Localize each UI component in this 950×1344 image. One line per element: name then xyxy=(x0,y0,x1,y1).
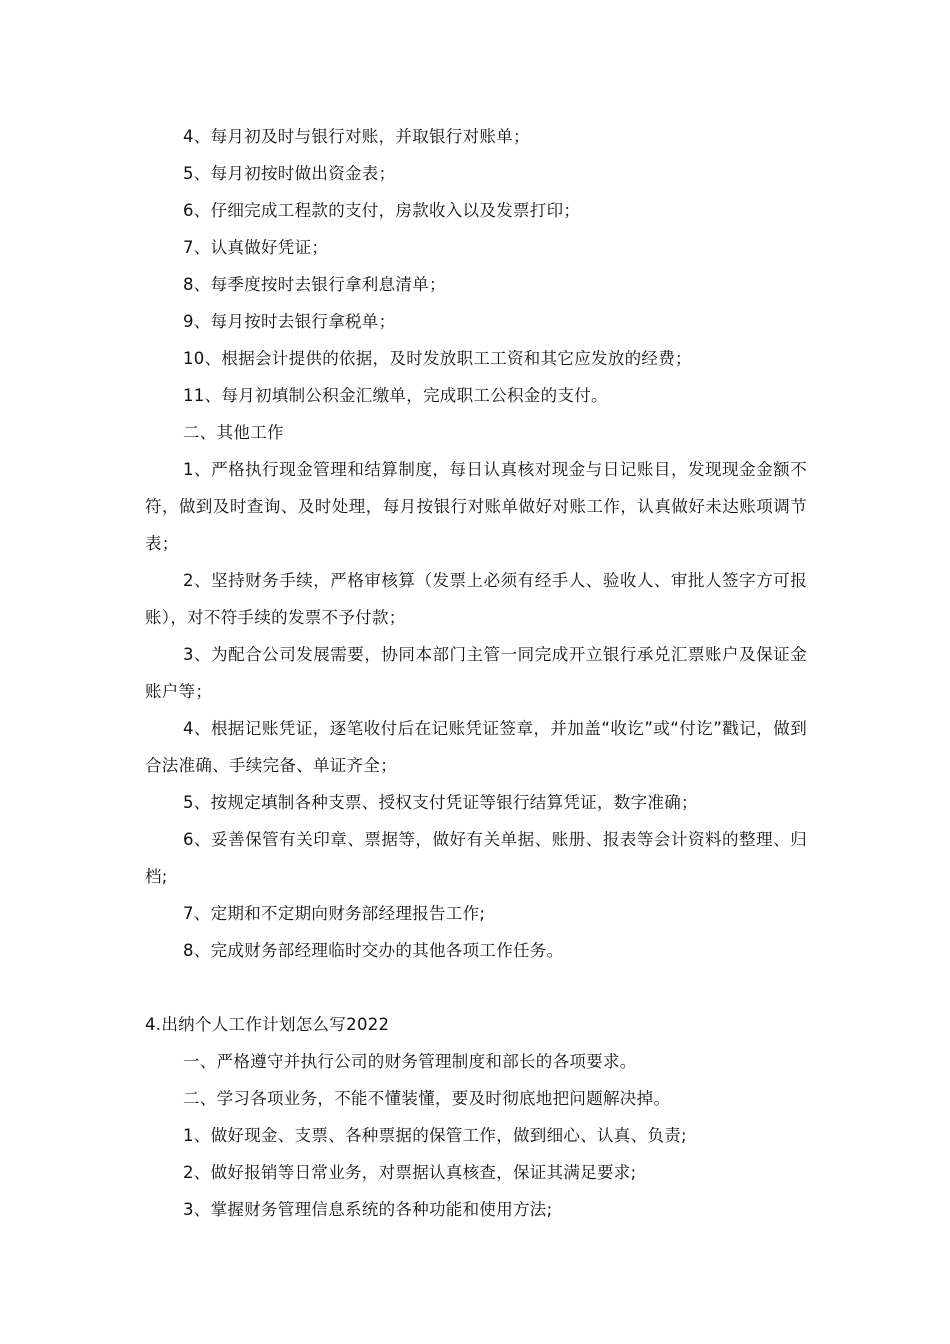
list-item: 2、坚持财务手续，严格审核算（发票上必须有经手人、验收人、审批人签字方可报账），对不符手续的发票不予付款； xyxy=(145,571,807,627)
list-item: 3、为配合公司发展需要，协同本部门主管一同完成开立银行承兑汇票账户及保证金账户等； xyxy=(145,645,807,701)
list-item: 5、按规定填制各种支票、授权支付凭证等银行结算凭证，数字准确； xyxy=(183,793,698,812)
list-item: 1、严格执行现金管理和结算制度，每日认真核对现金与日记账目，发现现金金额不符，做到及时查询、及时处理，每月按银行对账单做好对账工作，认真做好未达账项调节表； xyxy=(145,460,807,553)
list-item: 6、仔细完成工程款的支付，房款收入以及发票打印； xyxy=(183,201,581,220)
document-body xyxy=(145,118,807,1228)
list-item: 一、严格遵守并执行公司的财务管理制度和部长的各项要求。 xyxy=(183,1052,637,1071)
article-heading: 4.出纳个人工作计划怎么写2022 xyxy=(145,1015,390,1034)
list-item: 2、做好报销等日常业务，对票据认真核查，保证其满足要求; xyxy=(183,1163,637,1182)
list-item: 11、每月初填制公积金汇缴单，完成职工公积金的支付。 xyxy=(183,386,608,405)
list-item: 二、学习各项业务，不能不懂装懂，要及时彻底地把问题解决掉。 xyxy=(183,1089,671,1108)
list-item: 6、妥善保管有关印章、票据等，做好有关单据、账册、报表等会计资料的整理、归档; xyxy=(145,830,807,886)
list-item: 8、每季度按时去银行拿利息清单； xyxy=(183,275,446,294)
list-item: 9、每月按时去银行拿税单； xyxy=(183,312,396,331)
list-item: 4、根据记账凭证，逐笔收付后在记账凭证签章，并加盖“收讫”或“付讫”戳记，做到合法准确、手续完备、单证齐全； xyxy=(145,719,807,775)
list-item: 8、完成财务部经理临时交办的其他各项工作任务。 xyxy=(183,941,564,960)
list-item: 1、做好现金、支票、各种票据的保管工作，做到细心、认真、负责; xyxy=(183,1126,687,1145)
blank-line xyxy=(145,969,807,1006)
list-item: 10、根据会计提供的依据，及时发放职工工资和其它应发放的经费； xyxy=(183,349,692,368)
list-item: 5、每月初按时做出资金表； xyxy=(183,164,396,183)
list-item: 4、每月初及时与银行对账，并取银行对账单； xyxy=(183,127,530,146)
section-title-other-work: 二、其他工作 xyxy=(183,423,284,442)
list-item: 7、定期和不定期向财务部经理报告工作; xyxy=(183,904,486,923)
list-item: 7、认真做好凭证； xyxy=(183,238,329,257)
list-item: 3、掌握财务管理信息系统的各种功能和使用方法; xyxy=(183,1200,553,1219)
